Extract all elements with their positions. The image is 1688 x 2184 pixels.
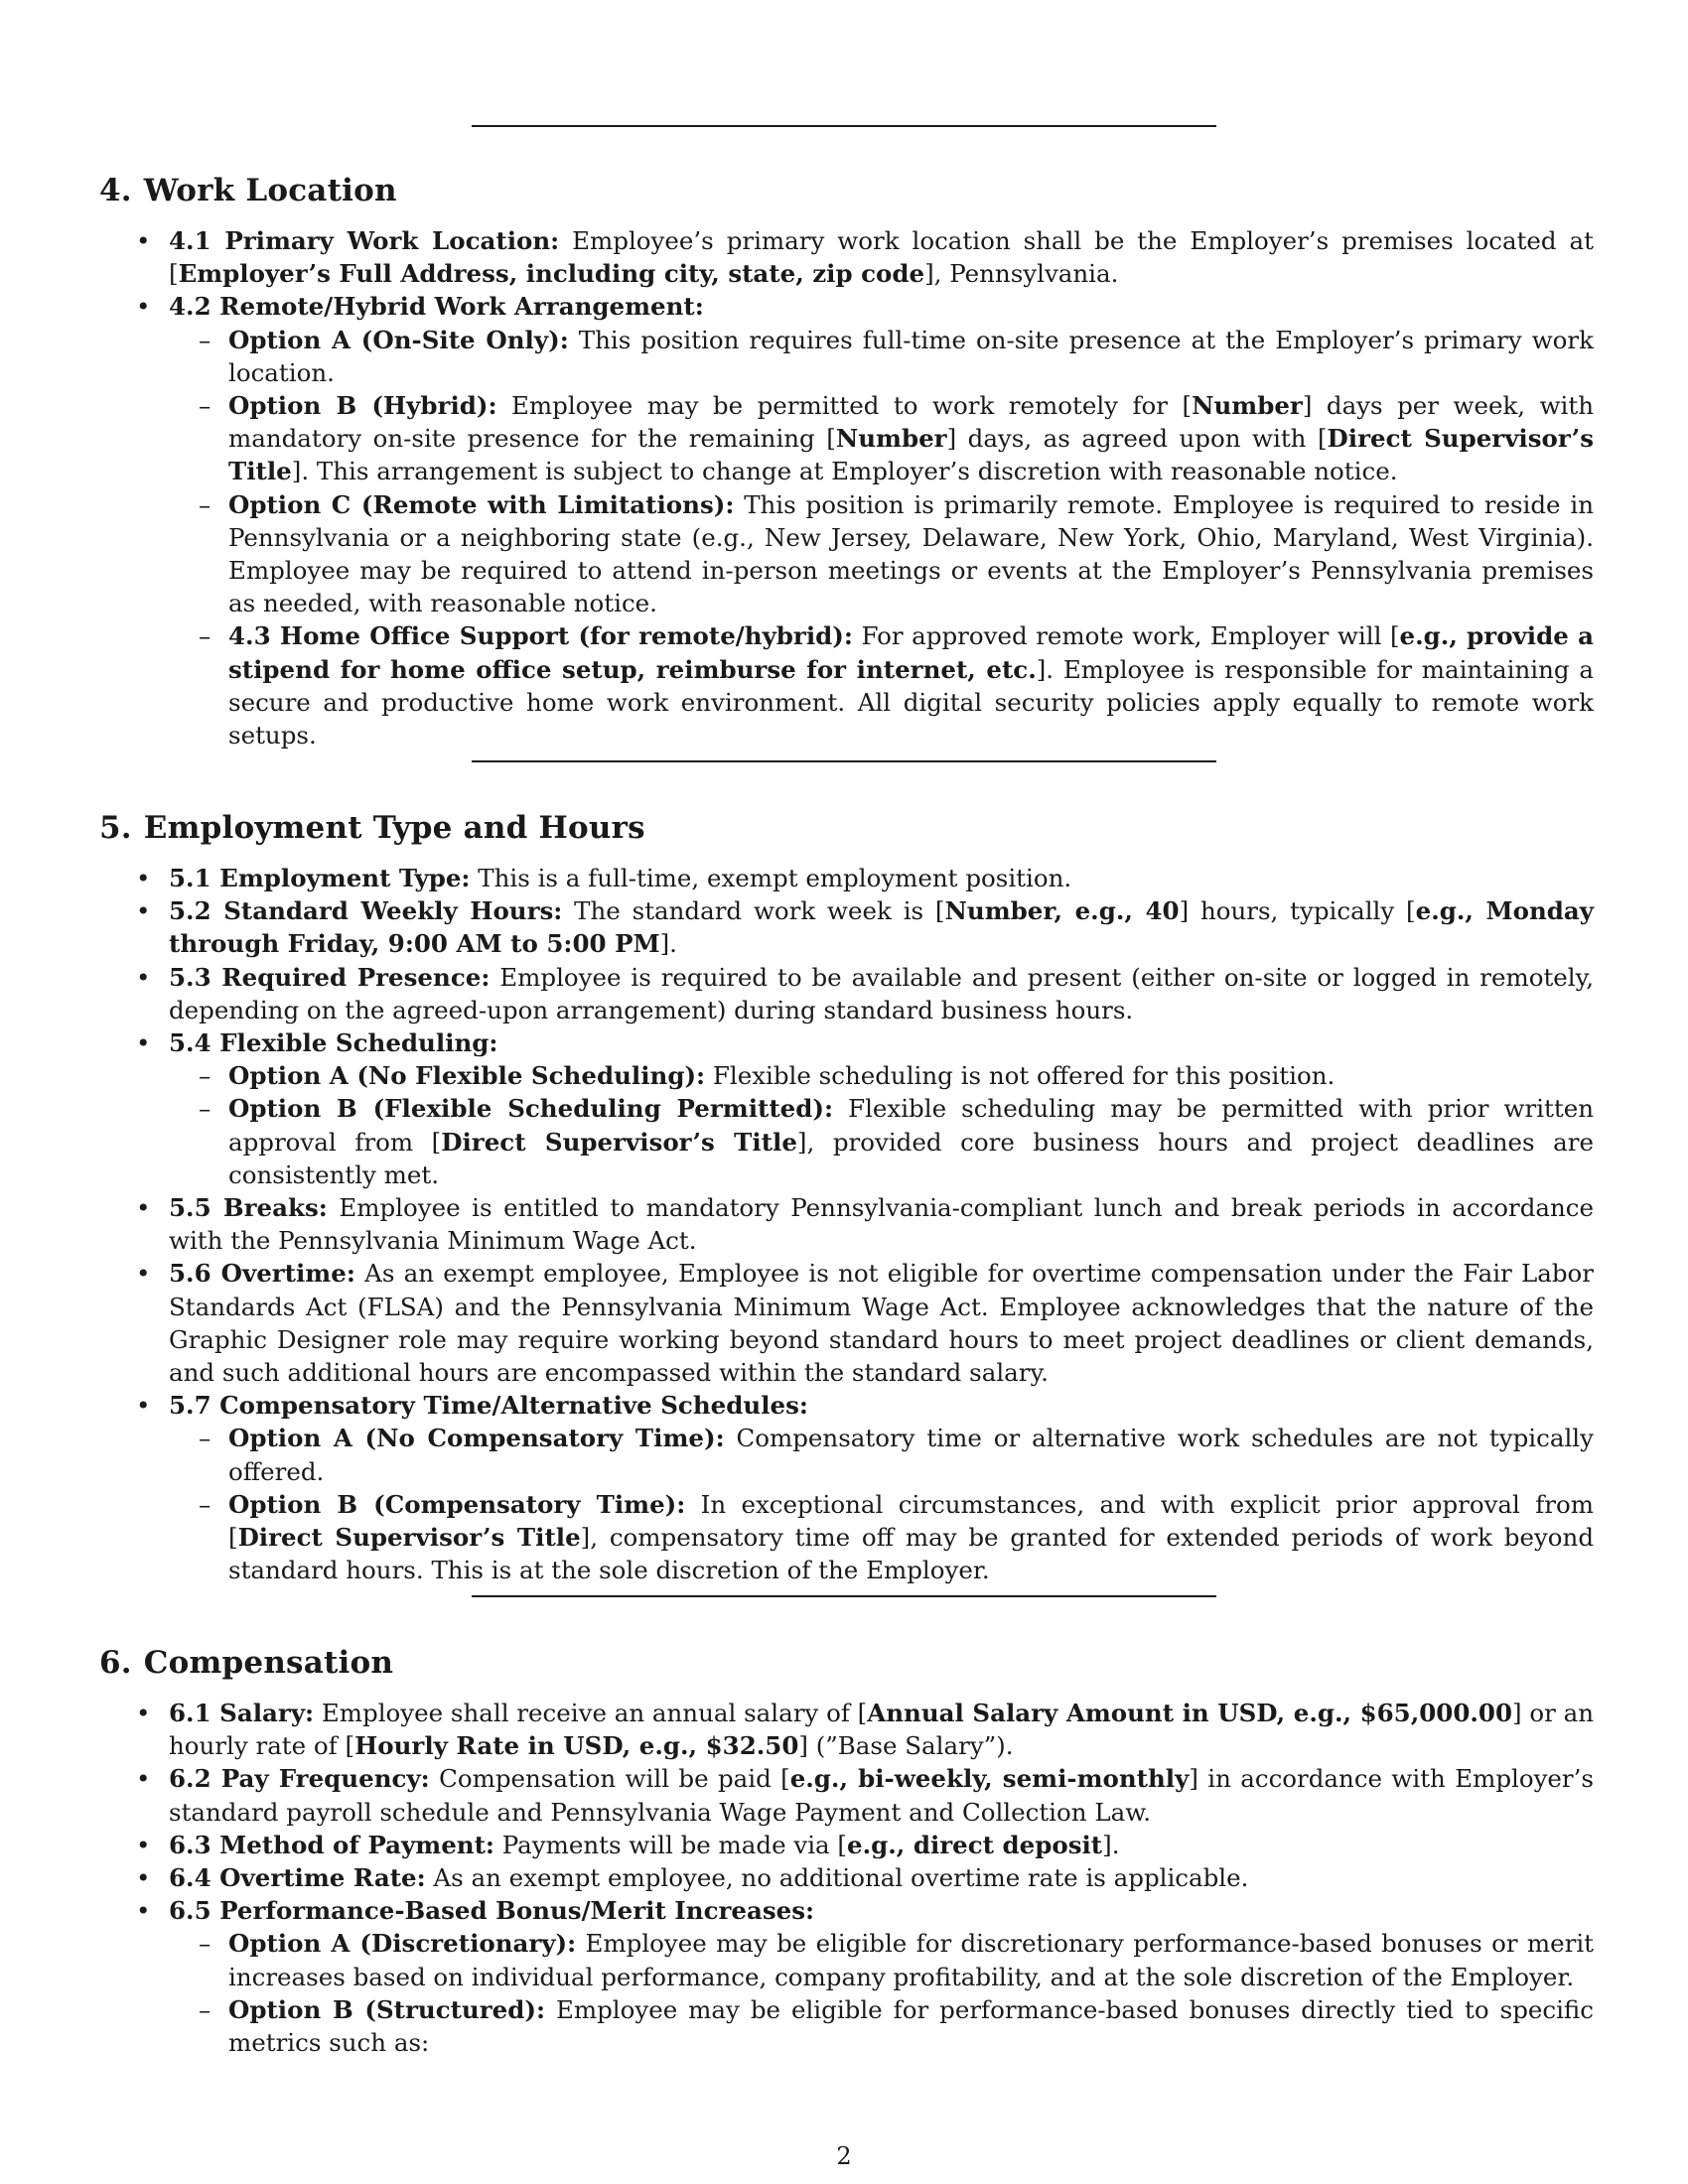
clause-4-2: • 4.2 Remote/Hybrid Work Arrangement: – Option A (On-Site Only): This position requires full-time on-site presence at the Employer’s primary work location. – Option B (Hybrid): Employee may be permitted to work remotely for [Number] days per week, with mandatory on-site presence for the remaining [Number] days, as agreed upon with [Direct Supervisor’s Title]. This arrangement is subject to change at Employer’s discretion with reasonable notice. – Option C (Remote with Limitations): This position is primarily remote. Employee is required to reside in Pennsylvania or a neighboring state (e.g., New Jersey, Delaware, New York, Ohio, Maryland, West Virginia). Employee may be required to attend in-person meetings or events at the Employer’s Pennsylvania premises as needed, with reasonable notice. – 4.3 Home Office Support (for remote/hybrid): For approved remote work, Employer will [e.g., provide a stipend for home office setup, reimburse for internet, etc.]. Employee is responsible for maintaining a secure and productive home work environment. All digital security policies apply equally to remote work setups.	[99, 290, 1594, 751]
option-b: – Option B (Structured): Employee may be eligible for performance-based bonuses directly tied to specific metrics such as:	[199, 1994, 1594, 2058]
clause-6-3: • 6.3 Method of Payment: Payments will be made via [e.g., direct deposit].	[136, 1830, 1120, 1859]
section-compensation	[99, 1643, 1594, 2059]
section-heading: 6. Compensation	[99, 1645, 394, 1681]
clause-list	[99, 1697, 1594, 2059]
section-heading: 5. Employment Type and Hours	[99, 810, 645, 846]
horizontal-rule	[472, 1595, 1216, 1597]
section-work-location	[99, 171, 1594, 751]
page-number: 2	[836, 2142, 852, 2170]
clause-5-5: • 5.5 Breaks: Employee is entitled to mandatory Pennsylvania-compliant lunch and break periods in accordance with the Pennsylvania Minimum Wage Act.	[136, 1193, 1595, 1256]
section-heading: 4. Work Location	[99, 173, 397, 208]
clause-6-5: • 6.5 Performance-Based Bonus/Merit Increases: – Option A (Discretionary): Employee may be eligible for discretionary performance-based bonuses or merit increases based on individual performance, company profitability, and at the sole discretion of the Employer. – Option B (Structured): Employee may be eligible for performance-based bonuses directly tied to specific metrics such as:	[99, 1894, 1594, 2059]
clause-list	[99, 862, 1594, 1586]
clause-5-2: • 5.2 Standard Weekly Hours: The standard work week is [Number, e.g., 40] hours, typically [e.g., Monday through Friday, 9:00 AM to 5:00 PM].	[136, 896, 1595, 959]
option-list	[169, 1422, 1594, 1586]
clause-5-7: • 5.7 Compensatory Time/Alternative Schedules: – Option A (No Compensatory Time): Compensatory time or alternative work schedules are not typically offered. – Option B (Compensatory Time): In exceptional circumstances, and with explicit prior approval from [Direct Supervisor’s Title], compensatory time off may be granted for extended periods of work beyond standard hours. This is at the sole discretion of the Employer.	[99, 1389, 1594, 1586]
option-b: – Option B (Compensatory Time): In exceptional circumstances, and with explicit prior approval from [Direct Supervisor’s Title], compensatory time off may be granted for extended periods of work beyond standard hours. This is at the sole discretion of the Employer.	[199, 1489, 1595, 1585]
option-list	[169, 324, 1594, 752]
clause-6-4: • 6.4 Overtime Rate: As an exempt employee, no additional overtime rate is applicable.	[136, 1863, 1249, 1893]
clause-5-4: • 5.4 Flexible Scheduling: – Option A (No Flexible Scheduling): Flexible scheduling is not offered for this position. – Option B (Flexible Scheduling Permitted): Flexible scheduling may be permitted with prior written approval from [Direct Supervisor’s Title], provided core business hours and project deadlines are consistently met.	[99, 1026, 1594, 1191]
option-list	[169, 1927, 1594, 2059]
clause-list	[99, 224, 1594, 751]
option-b: – Option B (Hybrid): Employee may be permitted to work remotely for [Number] days per week, with mandatory on-site presence for the remaining [Number] days, as agreed upon with [Direct Supervisor’s Title]. This arrangement is subject to change at Employer’s discretion with reasonable notice.	[199, 391, 1595, 486]
clause-5-1: • 5.1 Employment Type: This is a full-time, exempt employment position.	[136, 864, 1072, 892]
clause-4-3: – 4.3 Home Office Support (for remote/hybrid): For approved remote work, Employer will [e.g., provide a stipend for home office setup, reimburse for internet, etc.]. Employee is responsible for maintaining a secure and productive home work environment. All digital security policies apply equally to remote work setups.	[199, 621, 1594, 751]
clause-5-6: • 5.6 Overtime: As an exempt employee, Employee is not eligible for overtime compensation under the Fair Labor Standards Act (FLSA) and the Pennsylvania Minimum Wage Act. Employee acknowledges that the nature of the Graphic Designer role may require working beyond standard hours to meet project deadlines or client demands, and such additional hours are encompassed within the standard salary.	[136, 1259, 1595, 1388]
horizontal-rule	[472, 760, 1216, 762]
horizontal-rule	[472, 125, 1216, 127]
clause-5-3: • 5.3 Required Presence: Employee is required to be available and present (either on-site or logged in remotely, depending on the agreed-upon arrangement) during standard business hours.	[136, 962, 1594, 1024]
option-a: – Option A (No Flexible Scheduling): Flexible scheduling is not offered for this position.	[199, 1061, 1336, 1091]
section-employment-type	[99, 808, 1594, 1586]
clause-6-1: • 6.1 Salary: Employee shall receive an annual salary of [Annual Salary Amount in USD, e.g., $65,000.00] or an hourly rate of [Hourly Rate in USD, e.g., $32.50] (”Base Salary”).	[136, 1699, 1595, 1761]
option-a: – Option A (On-Site Only): This position requires full-time on-site presence at the Employer’s primary work location.	[199, 325, 1594, 387]
option-list	[169, 1059, 1594, 1191]
option-b: – Option B (Flexible Scheduling Permitted): Flexible scheduling may be permitted with prior written approval from [Direct Supervisor’s Title], provided core business hours and project deadlines are consistently met.	[199, 1094, 1594, 1189]
option-c: – Option C (Remote with Limitations): This position is primarily remote. Employee is required to reside in Pennsylvania or a neighboring state (e.g., New Jersey, Delaware, New York, Ohio, Maryland, West Virginia). Employee may be required to attend in-person meetings or events at the Employer’s Pennsylvania premises as needed, with reasonable notice.	[199, 489, 1594, 618]
clause-6-2: • 6.2 Pay Frequency: Compensation will be paid [e.g., bi-weekly, semi-monthly] in accordance with Employer’s standard payroll schedule and Pennsylvania Wage Payment and Collection Law.	[136, 1764, 1595, 1827]
clause-4-1: • 4.1 Primary Work Location: Employee’s primary work location shall be the Employer’s premises located at [Employer’s Full Address, including city, state, zip code], Pennsylvania.	[136, 226, 1594, 289]
option-a: – Option A (No Compensatory Time): Compensatory time or alternative work schedules are not typically offered.	[199, 1424, 1594, 1486]
option-a: – Option A (Discretionary): Employee may be eligible for discretionary performance-based bonuses or merit increases based on individual performance, company profitability, and at the sole discretion of the Employer.	[199, 1929, 1594, 1991]
